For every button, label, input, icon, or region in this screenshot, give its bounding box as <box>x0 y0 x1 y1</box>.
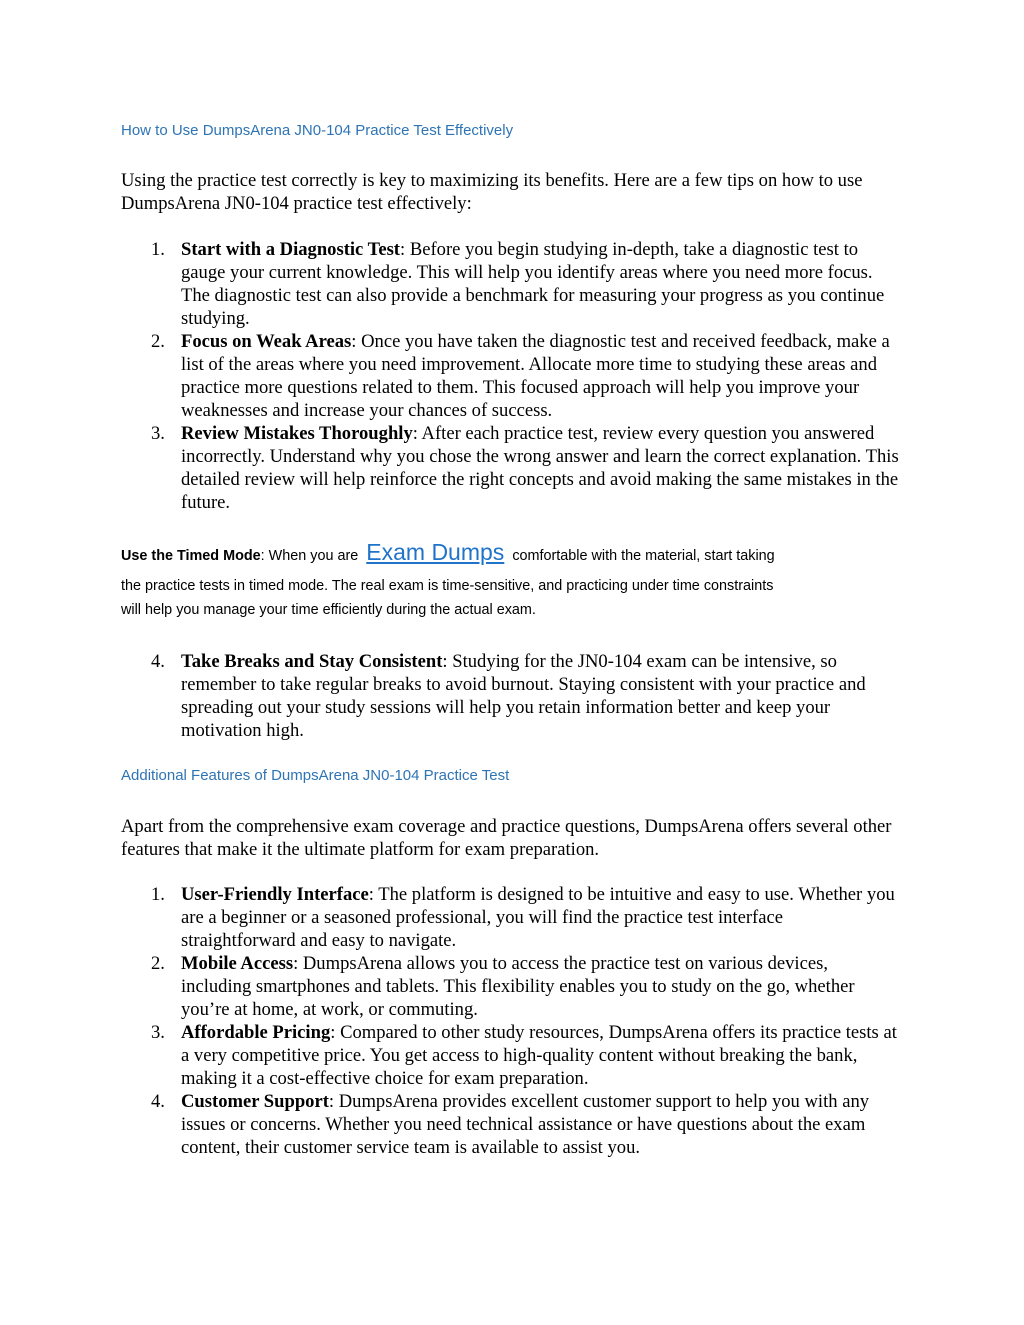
list-number: 3. <box>151 423 165 444</box>
intro-paragraph: Using the practice test correctly is key to maximizing its benefits. Here are a few tips on how to use DumpsArena JN0-104 practice test effectively: <box>121 170 863 214</box>
list-item <box>121 1021 901 1090</box>
list-item <box>121 1090 901 1159</box>
timed-mode-text-continued: comfortable with the material, start taking <box>512 548 775 564</box>
list-item-title: Affordable Pricing <box>181 1022 331 1043</box>
features-intro-paragraph: Apart from the comprehensive exam coverage and practice questions, DumpsArena offers several other features that make it the ultimate platform for exam preparation. <box>121 816 892 860</box>
timed-mode-line-2: the practice tests in timed mode. The real exam is time-sensitive, and practicing under time constraints <box>121 578 774 594</box>
list-item-text: : Studying for the JN0-104 exam can be intensive, so remember to take regular breaks to avoid burnout. Staying consistent with your practice and spreading out your study sessions will help you retain information better and keep your motivation high. <box>181 651 866 741</box>
list-item <box>121 238 901 330</box>
list-item-title: Focus on Weak Areas <box>181 331 352 352</box>
list-number: 4. <box>151 651 165 672</box>
list-item-text: : DumpsArena allows you to access the practice test on various devices, including smartphones and tablets. This flexibility enables you to study on the go, whether you’re at home, at work, or commuting. <box>181 953 855 1020</box>
list-item-title: Take Breaks and Stay Consistent <box>181 651 443 672</box>
tips-list-continued <box>121 650 901 742</box>
timed-mode-paragraph <box>121 540 911 622</box>
list-item-title: Start with a Diagnostic Test <box>181 239 401 260</box>
timed-mode-title: Use the Timed Mode <box>121 548 261 564</box>
list-item-text: : After each practice test, review every question you answered incorrectly. Understand why you chose the wrong answer and learn the correct explanation. This detailed review will help reinforce the right concepts and avoid making the same mistakes in the future. <box>181 423 899 513</box>
list-number: 2. <box>151 331 165 352</box>
list-item <box>121 883 901 952</box>
list-item <box>121 330 901 422</box>
list-number: 4. <box>151 1091 165 1112</box>
list-item-text: : Once you have taken the diagnostic test and received feedback, make a list of the areas where you need improvement. Allocate more time to studying these areas and practice more questions related to them. This focused approach will help you improve your weaknesses and increase your chances of success. <box>181 331 890 421</box>
tips-list <box>121 238 901 514</box>
list-item <box>121 952 901 1021</box>
list-item <box>121 422 901 514</box>
exam-dumps-link[interactable]: Exam Dumps <box>366 539 505 565</box>
list-number: 1. <box>151 884 165 905</box>
section-heading-additional-features: Additional Features of DumpsArena JN0-104 Practice Test <box>121 767 510 784</box>
list-item-text: : Before you begin studying in-depth, take a diagnostic test to gauge your current knowledge. This will help you identify areas where you need more focus. The diagnostic test can also provide a benchmark for measuring your progress as you continue studying. <box>181 239 885 329</box>
list-number: 3. <box>151 1022 165 1043</box>
list-item <box>121 650 901 742</box>
list-number: 2. <box>151 953 165 974</box>
list-item-text: : DumpsArena provides excellent customer support to help you with any issues or concerns. Whether you need technical assistance or have questions about the exam content, their customer service team is available to assist you. <box>181 1091 870 1158</box>
features-list <box>121 883 901 1159</box>
list-item-text: : Compared to other study resources, DumpsArena offers its practice tests at a very competitive price. You get access to high-quality content without breaking the bank, making it a cost-effective choice for exam preparation. <box>181 1022 897 1089</box>
list-item-title: Customer Support <box>181 1091 329 1112</box>
list-item-title: Review Mistakes Thoroughly <box>181 423 413 444</box>
timed-mode-line-3: will help you manage your time efficiently during the actual exam. <box>121 602 536 618</box>
list-item-text: : The platform is designed to be intuitive and easy to use. Whether you are a beginner or a seasoned professional, you will find the practice test interface straightforward and easy to navigate. <box>181 884 895 951</box>
list-number: 1. <box>151 239 165 260</box>
timed-mode-line-1 <box>121 540 911 574</box>
list-item-title: User-Friendly Interface <box>181 884 369 905</box>
timed-mode-text: : When you are <box>260 548 359 564</box>
list-item-title: Mobile Access <box>181 953 294 974</box>
section-heading-how-to-use: How to Use DumpsArena JN0-104 Practice Test Effectively <box>121 122 514 139</box>
